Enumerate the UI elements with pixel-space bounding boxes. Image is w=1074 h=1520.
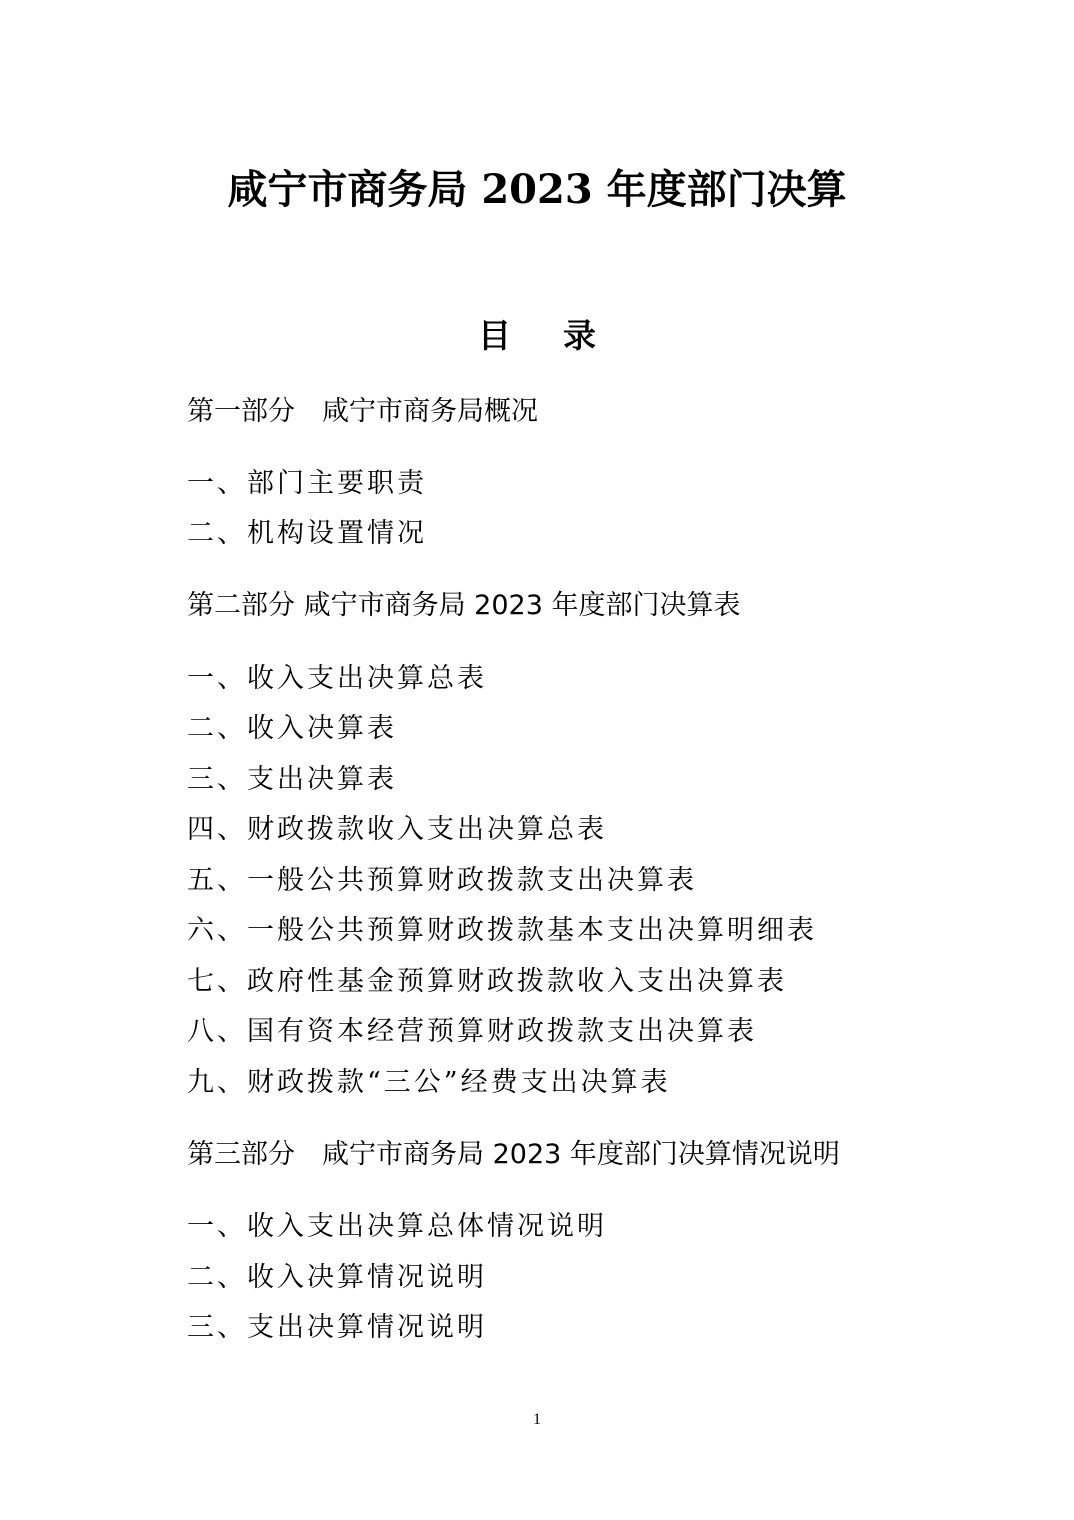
toc-heading: 目录 <box>478 316 648 355</box>
toc-part-2-item-9: 九、财政拨款“三公”经费支出决算表 <box>187 1067 671 1098</box>
toc-part-2-item-7: 七、政府性基金预算财政拨款收入支出决算表 <box>187 966 787 997</box>
toc-part-1-title: 第一部分 咸宁市商务局概况 <box>187 396 538 427</box>
toc-part-2-item-3: 三、支出决算表 <box>187 764 397 795</box>
toc-part-2-item-5: 五、一般公共预算财政拨款支出决算表 <box>187 865 697 896</box>
toc-part-2-item-1: 一、收入支出决算总表 <box>187 663 487 694</box>
toc-part-3-item-3: 三、支出决算情况说明 <box>187 1312 487 1343</box>
toc-part-2-item-2: 二、收入决算表 <box>187 713 397 744</box>
document-title: 咸宁市商务局 2023 年度部门决算 <box>227 166 847 213</box>
toc-part-2-item-4: 四、财政拨款收入支出决算总表 <box>187 814 607 845</box>
toc-part-2-title: 第二部分 咸宁市商务局 2023 年度部门决算表 <box>187 590 741 621</box>
toc-part-3-item-1: 一、收入支出决算总体情况说明 <box>187 1211 607 1242</box>
toc-part-3-title: 第三部分 咸宁市商务局 2023 年度部门决算情况说明 <box>187 1139 840 1170</box>
toc-part-1-item-2: 二、机构设置情况 <box>187 518 427 549</box>
page-number: 1 <box>533 1411 541 1428</box>
toc-part-1-item-1: 一、部门主要职责 <box>187 468 427 499</box>
toc-part-2-item-6: 六、一般公共预算财政拨款基本支出决算明细表 <box>187 915 817 946</box>
toc-part-2-item-8: 八、国有资本经营预算财政拨款支出决算表 <box>187 1016 757 1047</box>
toc-part-3-item-2: 二、收入决算情况说明 <box>187 1262 487 1293</box>
